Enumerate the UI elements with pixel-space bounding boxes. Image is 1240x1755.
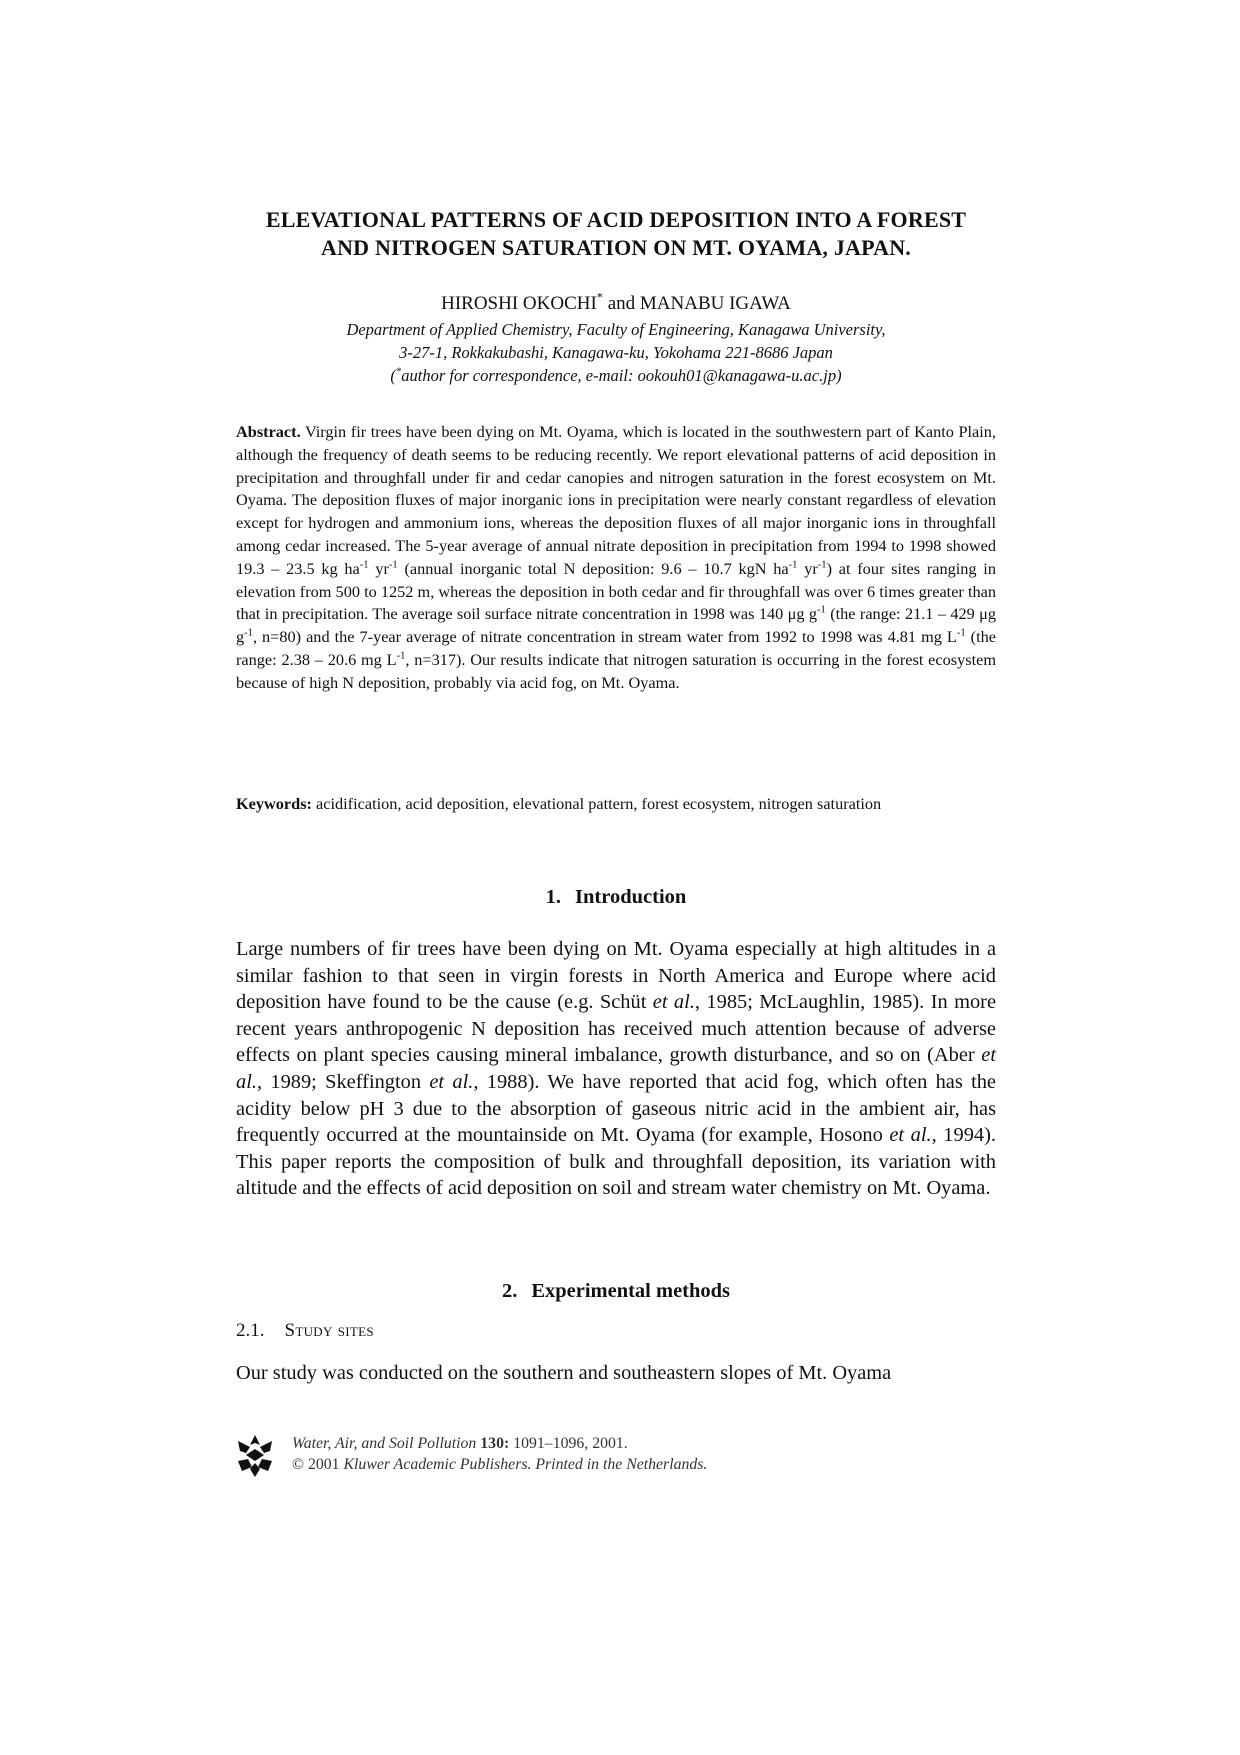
section-heading-experimental-methods: 2. Experimental methods [501, 1280, 731, 1302]
section-heading-introduction: 1. Introduction [545, 886, 687, 908]
footer-line-1 [292, 1433, 707, 1454]
affiliation-line: Department of Applied Chemistry, Faculty of Engineering, Kanagawa University, [346, 320, 886, 339]
abstract-label: Abstract. [236, 422, 301, 441]
journal-footer [236, 1433, 996, 1489]
study-sites-paragraph: Our study was conducted on the southern and southeastern slopes of Mt. Oyama [236, 1362, 892, 1384]
footer-line-2 [292, 1454, 707, 1475]
keywords-label: Keywords: [236, 794, 312, 813]
affiliation [236, 318, 996, 387]
correspondence-line: (*author for correspondence, e-mail: ookouh01@kanagawa-u.ac.jp) [390, 365, 842, 385]
affiliation-line: 3-27-1, Rokkakubashi, Kanagawa-ku, Yokohama 221-8686 Japan [399, 343, 833, 362]
keywords [236, 793, 996, 816]
subsection-heading-study-sites: 2.1. Study sites [236, 1320, 374, 1341]
keywords-text: acidification, acid deposition, elevational pattern, forest ecosystem, nitrogen saturation [316, 794, 882, 813]
journal-pages: 1091–1096, 2001. [513, 1435, 628, 1452]
author-list [236, 292, 996, 316]
title-line-2: AND NITROGEN SATURATION ON MT. OYAMA, JAPAN. [321, 235, 911, 260]
publisher-logo-icon [236, 1433, 274, 1479]
author-name: HIROSHI OKOCHI [441, 293, 597, 314]
correspondence-mark: * [596, 290, 603, 305]
journal-name: Water, Air, and Soil Pollution [292, 1435, 477, 1452]
author-conjunction: and [607, 293, 636, 314]
abstract: Abstract. Virgin fir trees have been dying on Mt. Oyama, which is located in the southwestern part of Kanto Plain, although the frequency of death seems to be reducing recently. We report elevational patterns of acid deposition in precipitation and throughfall under fir and cedar canopies and nitrogen saturation in the forest ecosystem on Mt. Oyama. The deposition fluxes of major inorganic ions in precipitation were nearly constant regardless of elevation except for hydrogen and ammonium ions, whereas the deposition fluxes of all major inorganic ions in throughfall among cedar increased. The 5-year average of annual nitrate deposition in precipitation from 1994 to 1998 showed 19.3 – 23.5 kg $ha^{-1}$ $yr^{-1}$ (annual inorganic total N deposition: 9.6 – 10.7 kgN $ha^{-1}$ $yr^{-1}$) at four sites ranging in elevation from 500 to 1252 m, whereas the deposition in both cedar and fir throughfall was over 6 times greater than that in precipitation. The average soil surface nitrate concentration in 1998 was 140 μg $g^{-1}$ (the range: 21.1 – 429 μg $g^{-1}$, n=80) and the 7-year average of nitrate concentration in stream water from 1992 to 1998 was 4.81 mg $L^{-1}$ (the range: 2.38 – 20.6 mg $L^{-1}$, n=317). Our results indicate that nitrogen saturation is occurring in the forest ecosystem because of high N deposition, probably via acid fog, on Mt. Oyama. [236, 422, 997, 692]
copyright-year: © 2001 [292, 1456, 340, 1473]
author-name: MANABU IGAWA [639, 293, 791, 314]
publisher-name: Kluwer Academic Publishers. Printed in the Netherlands. [343, 1456, 708, 1473]
journal-volume: 130: [480, 1435, 510, 1452]
introduction-paragraph: Large numbers of fir trees have been dying on Mt. Oyama especially at high altitudes in a similar fashion to that seen in virgin forests in North America and Europe where acid deposition have found to be the cause (e.g. Schüt et al., 1985; McLaughlin, 1985). In more recent years anthropogenic N deposition has received much attention because of adverse effects on plant species causing mineral imbalance, growth disturbance, and so on (Aber et al., 1989; Skeffington et al., 1988). We have reported that acid fog, which often has the acidity below pH 3 due to the absorption of gaseous nitric acid in the ambient air, has frequently occurred at the mountainside on Mt. Oyama (for example, Hosono et al., 1994). This paper reports the composition of bulk and throughfall deposition, its variation with altitude and the effects of acid deposition on soil and stream water chemistry on Mt. Oyama. [236, 938, 997, 1200]
footer-citation [292, 1433, 707, 1475]
title-line-1: ELEVATIONAL PATTERNS OF ACID DEPOSITION INTO A FOREST [265, 207, 967, 232]
paper-title [236, 206, 996, 262]
